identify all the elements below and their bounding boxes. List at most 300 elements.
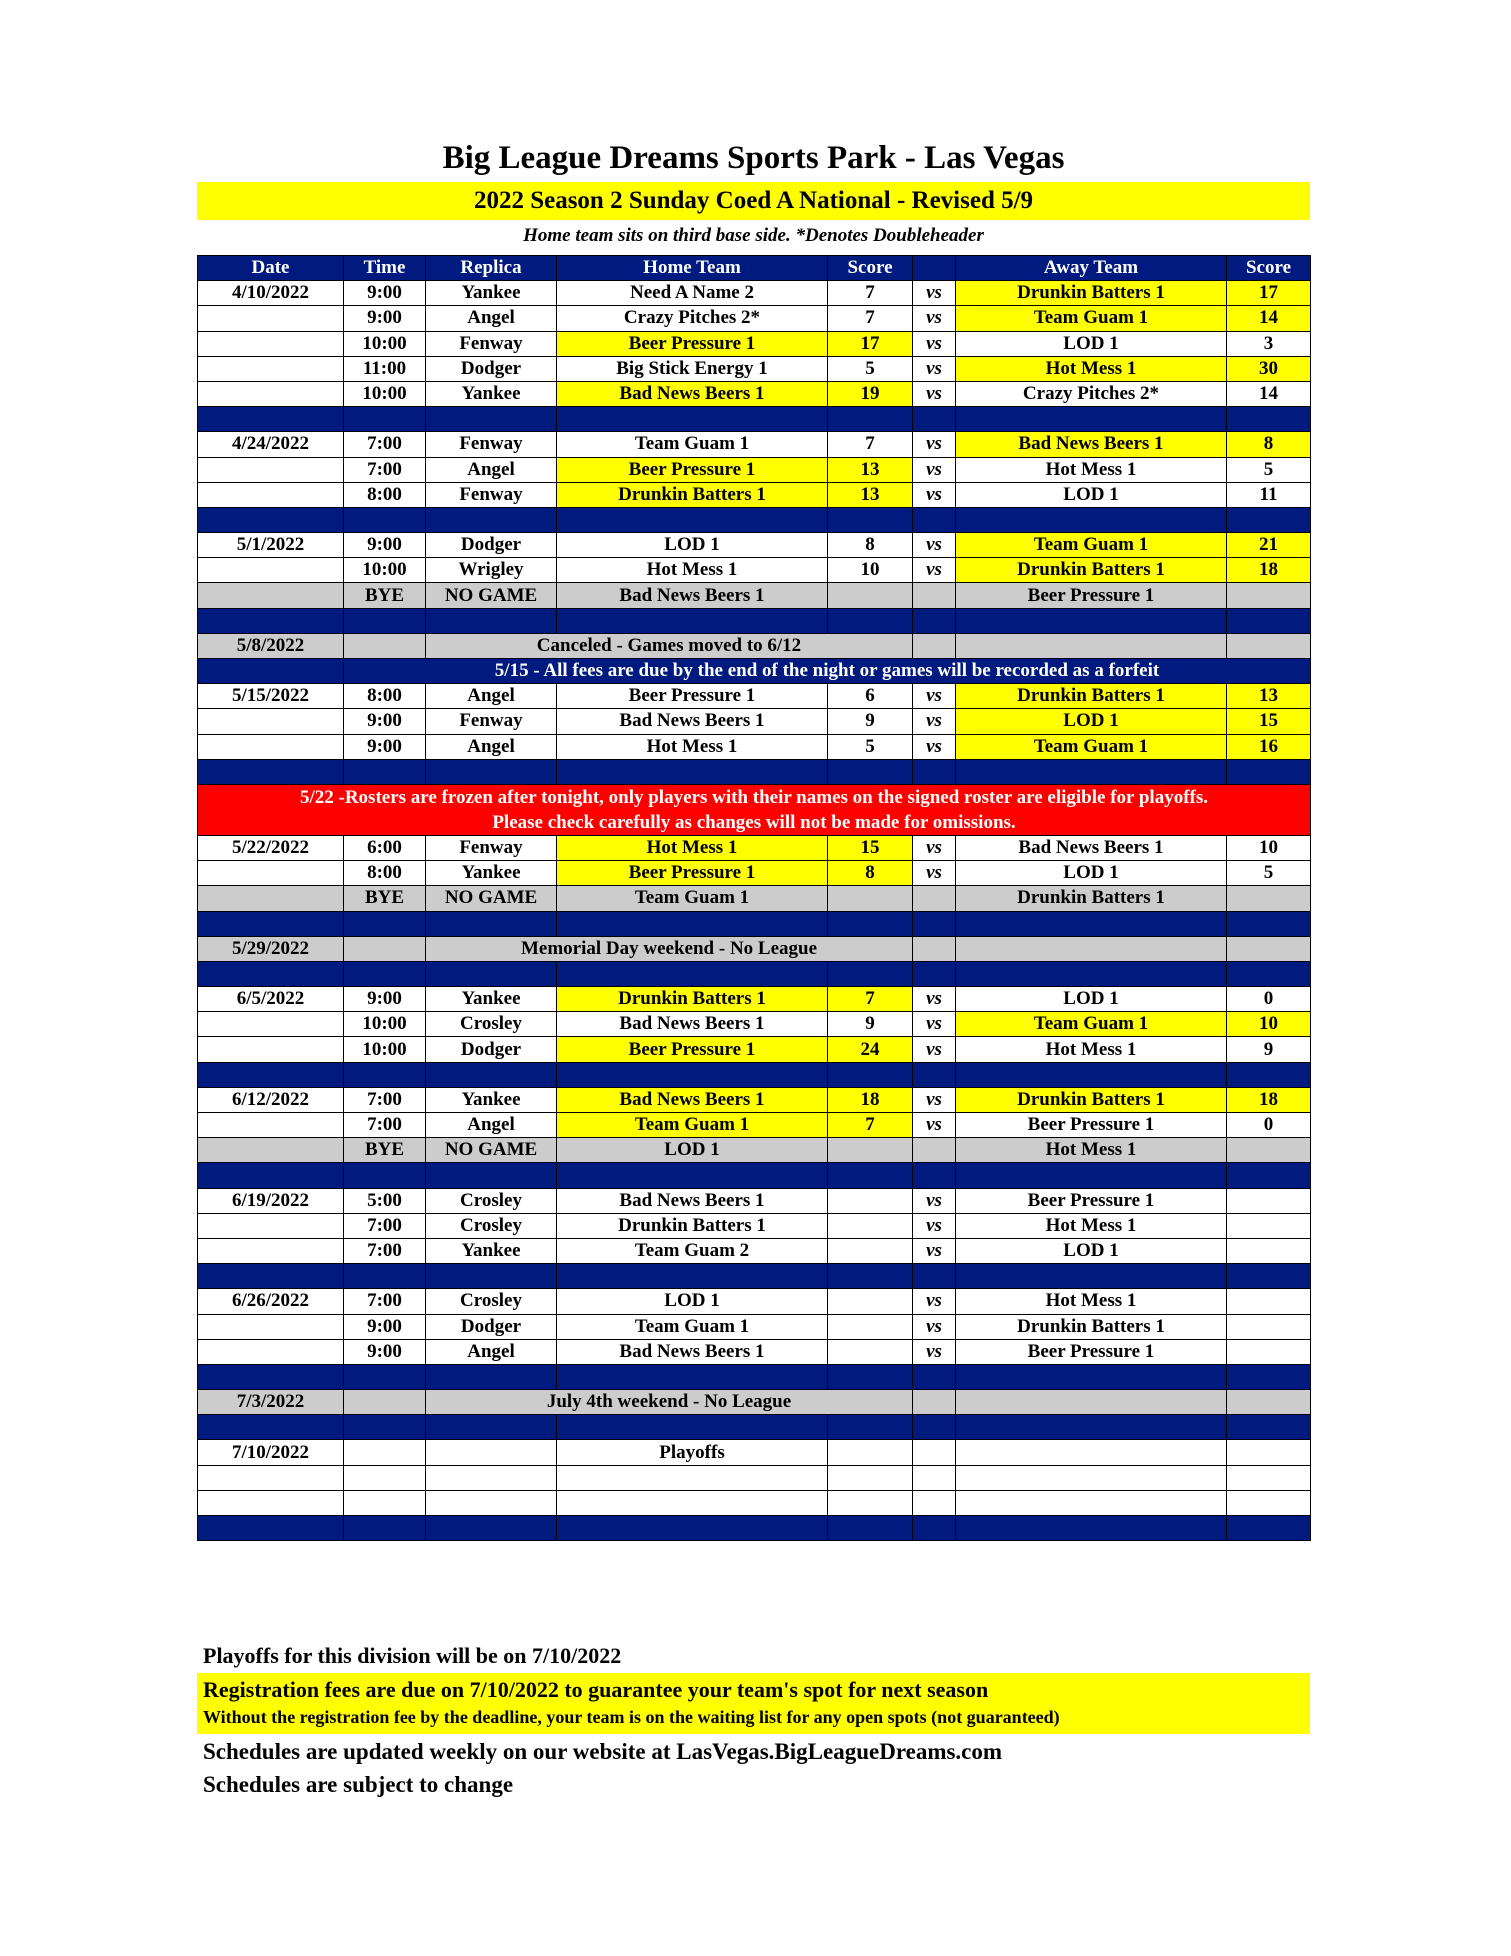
date-cell — [198, 1012, 344, 1037]
separator-cell — [913, 507, 956, 532]
home-team-cell: Bad News Beers 1 — [557, 1188, 828, 1213]
game-row — [198, 381, 1311, 406]
away-team-cell: Team Guam 1 — [956, 306, 1227, 331]
separator-cell — [344, 911, 426, 936]
page-title: Big League Dreams Sports Park - Las Vegas — [442, 140, 1065, 176]
away-team-cell: Hot Mess 1 — [956, 356, 1227, 381]
home-team-cell: Bad News Beers 1 — [557, 1339, 828, 1364]
away-team-cell: Team Guam 1 — [956, 1012, 1227, 1037]
away-score-cell: 14 — [1227, 306, 1311, 331]
separator-cell — [426, 961, 557, 986]
away-team-cell: Hot Mess 1 — [956, 1213, 1227, 1238]
date-cell — [198, 1213, 344, 1238]
date-cell — [198, 1238, 344, 1263]
message-cell: July 4th weekend - No League — [426, 1390, 913, 1415]
replica-cell: NO GAME — [426, 1138, 557, 1163]
replica-cell: Fenway — [426, 709, 557, 734]
away-team-cell: Bad News Beers 1 — [956, 432, 1227, 457]
home-score-cell: 9 — [828, 709, 913, 734]
empty-cell — [198, 1490, 344, 1515]
away-team-cell: Beer Pressure 1 — [956, 1339, 1227, 1364]
home-team-cell: Bad News Beers 1 — [557, 1087, 828, 1112]
home-team-cell: Hot Mess 1 — [557, 835, 828, 860]
message-cell: Canceled - Games moved to 6/12 — [426, 633, 913, 658]
vs-cell: vs — [913, 734, 956, 759]
separator-cell — [557, 961, 828, 986]
game-row — [198, 1238, 1311, 1263]
empty-cell — [913, 1465, 956, 1490]
playoffs-row — [198, 1440, 1311, 1465]
separator-cell — [828, 911, 913, 936]
home-score-cell — [828, 1238, 913, 1263]
date-cell — [198, 381, 344, 406]
col-away-team-header: Away Team — [956, 256, 1227, 281]
home-score-cell: 15 — [828, 835, 913, 860]
home-score-cell: 10 — [828, 558, 913, 583]
away-score-cell — [1227, 1390, 1311, 1415]
empty-row — [198, 1465, 1311, 1490]
separator-cell — [426, 1516, 557, 1541]
away-score-cell — [1227, 633, 1311, 658]
home-team-cell: Bad News Beers 1 — [557, 1012, 828, 1037]
time-cell: BYE — [344, 1138, 426, 1163]
separator-cell — [913, 961, 956, 986]
time-cell: 7:00 — [344, 1238, 426, 1263]
separator-row — [198, 911, 1311, 936]
separator-cell — [344, 759, 426, 784]
game-row — [198, 1012, 1311, 1037]
home-team-cell: Bad News Beers 1 — [557, 381, 828, 406]
registration-note: Registration fees are due on 7/10/2022 to guarantee your team's spot for next season — [203, 1677, 989, 1702]
replica-cell: NO GAME — [426, 886, 557, 911]
separator-cell — [426, 608, 557, 633]
home-team-cell: Beer Pressure 1 — [557, 457, 828, 482]
home-team-cell: Team Guam 1 — [557, 886, 828, 911]
vs-cell — [913, 1440, 956, 1465]
replica-cell: Yankee — [426, 1238, 557, 1263]
col-away-score-header: Score — [1227, 256, 1311, 281]
date-cell — [198, 306, 344, 331]
replica-cell: Dodger — [426, 533, 557, 558]
home-team-cell: Hot Mess 1 — [557, 734, 828, 759]
replica-cell: Fenway — [426, 432, 557, 457]
separator-row — [198, 1264, 1311, 1289]
separator-cell — [1227, 608, 1311, 633]
away-score-cell — [1227, 1440, 1311, 1465]
replica-cell: Dodger — [426, 356, 557, 381]
separator-cell — [828, 608, 913, 633]
no-league-row — [198, 1390, 1311, 1415]
separator-cell — [198, 1516, 344, 1541]
time-cell: 9:00 — [344, 1314, 426, 1339]
away-team-cell: Drunkin Batters 1 — [956, 558, 1227, 583]
game-row — [198, 533, 1311, 558]
empty-row — [198, 1490, 1311, 1515]
time-cell: 8:00 — [344, 482, 426, 507]
separator-cell — [828, 1516, 913, 1541]
empty-cell — [426, 1465, 557, 1490]
vs-cell: vs — [913, 1238, 956, 1263]
time-cell: 10:00 — [344, 331, 426, 356]
separator-cell — [956, 1516, 1227, 1541]
separator-cell — [557, 911, 828, 936]
separator-cell — [956, 961, 1227, 986]
away-team-cell: LOD 1 — [956, 709, 1227, 734]
time-cell: 11:00 — [344, 356, 426, 381]
home-score-cell — [828, 1138, 913, 1163]
home-score-cell — [828, 583, 913, 608]
away-score-cell — [1227, 1339, 1311, 1364]
separator-cell — [828, 1163, 913, 1188]
replica-cell: Angel — [426, 1113, 557, 1138]
time-cell: 8:00 — [344, 684, 426, 709]
vs-cell: vs — [913, 709, 956, 734]
message-cell: Memorial Day weekend - No League — [426, 936, 913, 961]
home-team-cell: LOD 1 — [557, 1289, 828, 1314]
vs-cell — [913, 1390, 956, 1415]
empty-cell — [913, 1490, 956, 1515]
time-cell — [344, 633, 426, 658]
home-team-cell: Team Guam 1 — [557, 1314, 828, 1339]
vs-cell: vs — [913, 381, 956, 406]
time-cell: 10:00 — [344, 1012, 426, 1037]
home-score-cell: 7 — [828, 432, 913, 457]
away-score-cell: 15 — [1227, 709, 1311, 734]
separator-cell — [956, 1264, 1227, 1289]
away-score-cell: 11 — [1227, 482, 1311, 507]
away-team-cell: Hot Mess 1 — [956, 1289, 1227, 1314]
separator-cell — [1227, 911, 1311, 936]
separator-row — [198, 1415, 1311, 1440]
separator-cell — [956, 759, 1227, 784]
away-team-cell: Bad News Beers 1 — [956, 835, 1227, 860]
date-cell — [198, 861, 344, 886]
away-score-cell — [1227, 936, 1311, 961]
separator-cell — [344, 1264, 426, 1289]
replica-cell: Yankee — [426, 281, 557, 306]
replica-cell: Angel — [426, 1339, 557, 1364]
vs-cell: vs — [913, 533, 956, 558]
separator-cell — [557, 1415, 828, 1440]
col-home-score-header: Score — [828, 256, 913, 281]
separator-cell — [913, 1062, 956, 1087]
separator-cell — [1227, 1415, 1311, 1440]
away-team-cell: Beer Pressure 1 — [956, 1113, 1227, 1138]
replica-cell: Angel — [426, 734, 557, 759]
empty-cell — [828, 1490, 913, 1515]
replica-cell: Yankee — [426, 861, 557, 886]
time-cell: 7:00 — [344, 1113, 426, 1138]
separator-cell — [198, 759, 344, 784]
date-cell: 5/1/2022 — [198, 533, 344, 558]
waiting-list-note: Without the registration fee by the deadline, your team is on the waiting list for any open spots (not guaranteed) — [203, 1707, 1060, 1727]
away-score-cell — [1227, 1314, 1311, 1339]
time-cell: 7:00 — [344, 432, 426, 457]
away-score-cell: 5 — [1227, 457, 1311, 482]
separator-cell — [198, 608, 344, 633]
away-score-cell — [1227, 1238, 1311, 1263]
game-row — [198, 432, 1311, 457]
vs-cell: vs — [913, 1113, 956, 1138]
time-cell: 9:00 — [344, 281, 426, 306]
separator-cell — [913, 1163, 956, 1188]
separator-cell — [913, 407, 956, 432]
home-score-cell — [828, 1188, 913, 1213]
home-team-cell: Hot Mess 1 — [557, 558, 828, 583]
separator-cell — [913, 1364, 956, 1389]
away-score-cell: 16 — [1227, 734, 1311, 759]
separator-cell — [1227, 759, 1311, 784]
separator-row — [198, 1516, 1311, 1541]
date-cell — [198, 482, 344, 507]
away-score-cell: 21 — [1227, 533, 1311, 558]
separator-cell — [344, 1062, 426, 1087]
vs-cell: vs — [913, 558, 956, 583]
away-score-cell — [1227, 1213, 1311, 1238]
separator-cell — [344, 961, 426, 986]
away-team-cell: LOD 1 — [956, 1238, 1227, 1263]
date-cell: 7/10/2022 — [198, 1440, 344, 1465]
separator-cell — [1227, 1062, 1311, 1087]
vs-cell: vs — [913, 331, 956, 356]
replica-cell: Yankee — [426, 1087, 557, 1112]
separator-cell — [344, 1163, 426, 1188]
separator-cell — [913, 911, 956, 936]
game-row — [198, 709, 1311, 734]
date-cell — [198, 1037, 344, 1062]
separator-cell — [426, 507, 557, 532]
website-note: Schedules are updated weekly on our website at LasVegas.BigLeagueDreams.com — [203, 1739, 1003, 1764]
separator-row — [198, 608, 1311, 633]
away-score-cell: 17 — [1227, 281, 1311, 306]
time-cell: 7:00 — [344, 457, 426, 482]
away-team-cell — [956, 1440, 1227, 1465]
vs-cell: vs — [913, 1087, 956, 1112]
time-cell: 8:00 — [344, 861, 426, 886]
game-row — [198, 306, 1311, 331]
separator-cell — [557, 407, 828, 432]
game-row — [198, 281, 1311, 306]
schedule-table — [197, 255, 1311, 1541]
date-cell — [198, 1113, 344, 1138]
empty-cell — [198, 1465, 344, 1490]
date-cell — [198, 886, 344, 911]
vs-cell: vs — [913, 1012, 956, 1037]
date-cell — [198, 1339, 344, 1364]
home-score-cell: 5 — [828, 734, 913, 759]
home-team-cell: Beer Pressure 1 — [557, 684, 828, 709]
separator-cell — [1227, 961, 1311, 986]
away-score-cell: 8 — [1227, 432, 1311, 457]
game-row — [198, 734, 1311, 759]
away-team-cell — [956, 1390, 1227, 1415]
home-score-cell: 13 — [828, 457, 913, 482]
separator-cell — [557, 1163, 828, 1188]
col-replica-header: Replica — [426, 256, 557, 281]
away-team-cell: Hot Mess 1 — [956, 457, 1227, 482]
home-score-cell: 19 — [828, 381, 913, 406]
game-row — [198, 331, 1311, 356]
away-score-cell: 10 — [1227, 1012, 1311, 1037]
home-team-cell: Need A Name 2 — [557, 281, 828, 306]
game-row — [198, 356, 1311, 381]
col-home-team-header: Home Team — [557, 256, 828, 281]
away-score-cell — [1227, 1188, 1311, 1213]
no-league-row — [198, 936, 1311, 961]
date-cell: 6/26/2022 — [198, 1289, 344, 1314]
empty-cell — [426, 1490, 557, 1515]
fees-notice-row — [198, 659, 1311, 684]
home-score-cell: 18 — [828, 1087, 913, 1112]
away-team-cell: Hot Mess 1 — [956, 1138, 1227, 1163]
date-cell — [198, 734, 344, 759]
time-cell — [344, 1390, 426, 1415]
replica-cell: Fenway — [426, 331, 557, 356]
vs-cell: vs — [913, 987, 956, 1012]
replica-cell: Yankee — [426, 381, 557, 406]
separator-row — [198, 961, 1311, 986]
date-cell: 5/8/2022 — [198, 633, 344, 658]
game-row — [198, 457, 1311, 482]
home-score-cell — [828, 1339, 913, 1364]
date-cell: 4/10/2022 — [198, 281, 344, 306]
game-row — [198, 1113, 1311, 1138]
empty-cell — [956, 1465, 1227, 1490]
date-cell — [198, 558, 344, 583]
away-team-cell: LOD 1 — [956, 987, 1227, 1012]
separator-cell — [344, 507, 426, 532]
home-score-cell: 7 — [828, 987, 913, 1012]
empty-cell — [828, 1465, 913, 1490]
vs-cell: vs — [913, 432, 956, 457]
vs-cell: vs — [913, 356, 956, 381]
separator-cell — [828, 507, 913, 532]
date-cell: 5/15/2022 — [198, 684, 344, 709]
empty-cell — [956, 1490, 1227, 1515]
date-cell — [198, 1314, 344, 1339]
separator-cell — [426, 1062, 557, 1087]
date-cell: 4/24/2022 — [198, 432, 344, 457]
separator-cell — [913, 1415, 956, 1440]
roster-notice-line2: Please check carefully as changes will not be made for omissions. — [492, 811, 1016, 833]
away-team-cell: Crazy Pitches 2* — [956, 381, 1227, 406]
notice-cell: 5/15 - All fees are due by the end of the night or games will be recorded as a forfeit — [344, 659, 1311, 684]
home-score-cell — [828, 886, 913, 911]
home-score-cell: 17 — [828, 331, 913, 356]
home-team-cell: Crazy Pitches 2* — [557, 306, 828, 331]
empty-cell — [1227, 1490, 1311, 1515]
away-team-cell: Team Guam 1 — [956, 734, 1227, 759]
separator-cell — [198, 1163, 344, 1188]
vs-cell — [913, 583, 956, 608]
date-cell: 6/12/2022 — [198, 1087, 344, 1112]
replica-cell: Yankee — [426, 987, 557, 1012]
home-score-cell: 7 — [828, 306, 913, 331]
replica-cell: Crosley — [426, 1289, 557, 1314]
date-cell — [198, 457, 344, 482]
col-date-header: Date — [198, 256, 344, 281]
away-score-cell — [1227, 1289, 1311, 1314]
away-score-cell — [1227, 886, 1311, 911]
away-team-cell: LOD 1 — [956, 331, 1227, 356]
replica-cell: Crosley — [426, 1213, 557, 1238]
home-team-cell: Beer Pressure 1 — [557, 1037, 828, 1062]
separator-row — [198, 1364, 1311, 1389]
away-score-cell — [1227, 583, 1311, 608]
time-cell: 10:00 — [344, 1037, 426, 1062]
separator-cell — [828, 759, 913, 784]
separator-cell — [1227, 1163, 1311, 1188]
date-cell: 5/29/2022 — [198, 936, 344, 961]
home-team-cell: LOD 1 — [557, 533, 828, 558]
replica-cell: Crosley — [426, 1188, 557, 1213]
home-score-cell: 13 — [828, 482, 913, 507]
vs-cell: vs — [913, 281, 956, 306]
vs-cell: vs — [913, 1289, 956, 1314]
away-score-cell — [1227, 1138, 1311, 1163]
separator-cell — [344, 1415, 426, 1440]
away-team-cell: Drunkin Batters 1 — [956, 684, 1227, 709]
time-cell: 10:00 — [344, 558, 426, 583]
away-team-cell: Beer Pressure 1 — [956, 583, 1227, 608]
home-team-cell: Big Stick Energy 1 — [557, 356, 828, 381]
home-team-cell: Beer Pressure 1 — [557, 861, 828, 886]
home-score-cell: 9 — [828, 1012, 913, 1037]
home-team-cell: Drunkin Batters 1 — [557, 1213, 828, 1238]
col-vs-header — [913, 256, 956, 281]
game-row — [198, 1037, 1311, 1062]
away-score-cell: 10 — [1227, 835, 1311, 860]
separator-cell — [1227, 1516, 1311, 1541]
away-score-cell: 3 — [1227, 331, 1311, 356]
home-score-cell: 5 — [828, 356, 913, 381]
separator-cell — [344, 608, 426, 633]
page-subtitle: 2022 Season 2 Sunday Coed A National - Revised 5/9 — [197, 182, 1310, 220]
away-team-cell: Drunkin Batters 1 — [956, 1087, 1227, 1112]
vs-cell: vs — [913, 1037, 956, 1062]
home-score-cell — [828, 1213, 913, 1238]
date-cell: 5/22/2022 — [198, 835, 344, 860]
away-team-cell: LOD 1 — [956, 482, 1227, 507]
separator-row — [198, 407, 1311, 432]
away-team-cell: Drunkin Batters 1 — [956, 886, 1227, 911]
away-score-cell: 14 — [1227, 381, 1311, 406]
game-row — [198, 1188, 1311, 1213]
home-score-cell — [828, 1440, 913, 1465]
home-team-note: Home team sits on third base side. *Denotes Doubleheader — [523, 225, 984, 246]
date-cell: 7/3/2022 — [198, 1390, 344, 1415]
time-cell — [344, 1440, 426, 1465]
separator-cell — [956, 507, 1227, 532]
home-team-cell: Bad News Beers 1 — [557, 709, 828, 734]
time-cell: 5:00 — [344, 1188, 426, 1213]
away-score-cell: 18 — [1227, 1087, 1311, 1112]
separator-cell — [426, 1163, 557, 1188]
game-row — [198, 835, 1311, 860]
separator-cell — [956, 1163, 1227, 1188]
time-cell: BYE — [344, 886, 426, 911]
separator-cell — [1227, 407, 1311, 432]
replica-cell: Fenway — [426, 835, 557, 860]
home-team-cell: Playoffs — [557, 1440, 828, 1465]
home-team-cell: Drunkin Batters 1 — [557, 987, 828, 1012]
bye-row — [198, 583, 1311, 608]
separator-cell — [426, 759, 557, 784]
home-team-cell: LOD 1 — [557, 1138, 828, 1163]
empty-cell — [1227, 1465, 1311, 1490]
vs-cell: vs — [913, 1188, 956, 1213]
home-score-cell: 7 — [828, 1113, 913, 1138]
